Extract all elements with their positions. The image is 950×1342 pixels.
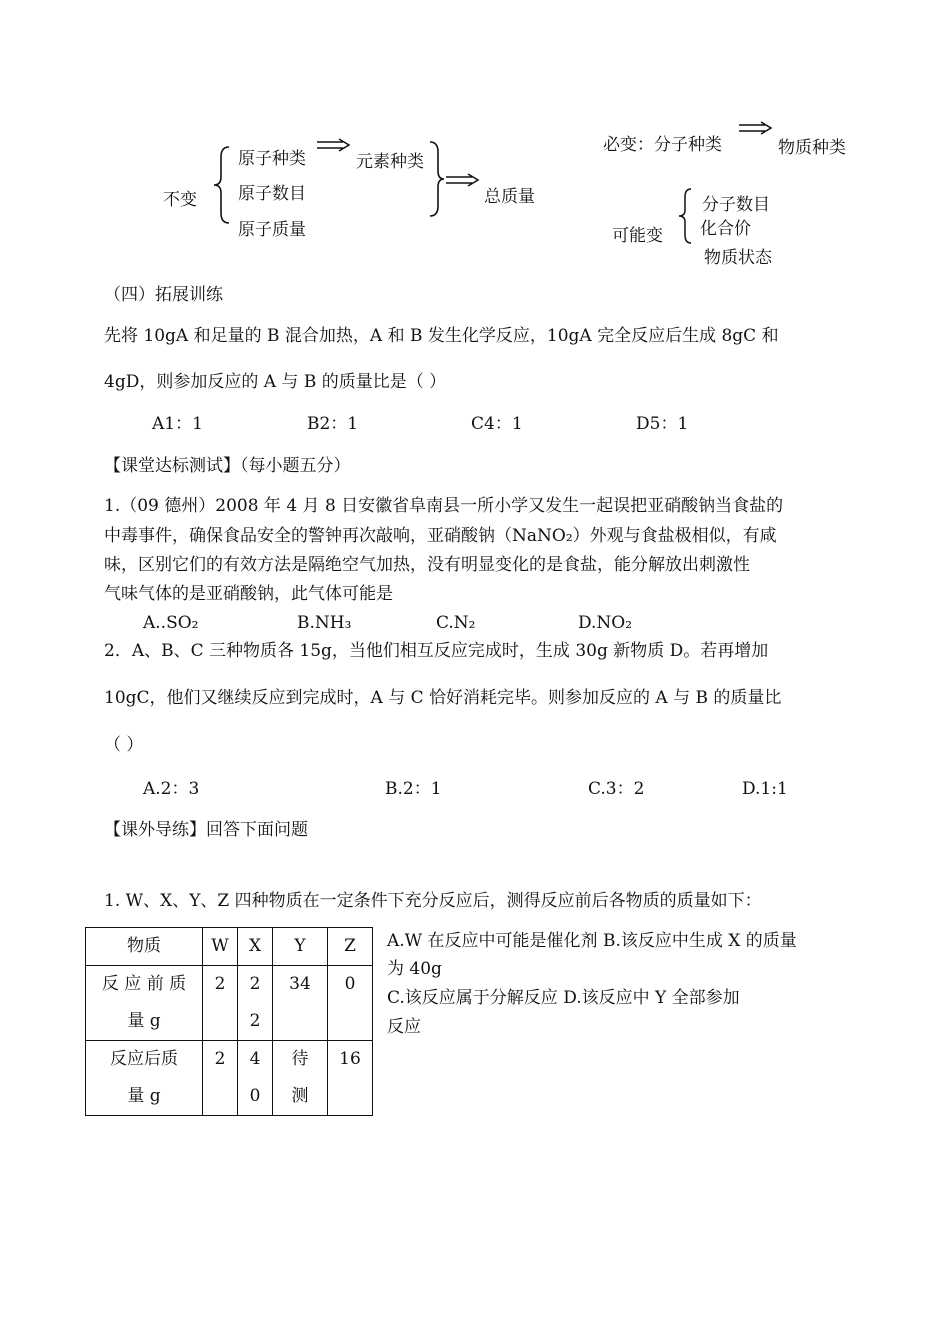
table-cell: 反 应 前 质 量 g bbox=[86, 966, 203, 1041]
option: C4：1 bbox=[471, 414, 523, 434]
choice-line: 为 40g bbox=[387, 959, 442, 979]
choice-line: C.该反应属于分解反应 D.该反应中 Y 全部参加 bbox=[387, 988, 740, 1008]
table-cell: 0 bbox=[328, 966, 373, 1041]
choice-line: A.W 在反应中可能是催化剂 B.该反应中生成 X 的质量 bbox=[387, 931, 797, 951]
section-title: 【课堂达标测试】（每小题五分） bbox=[104, 456, 351, 476]
option: D.1:1 bbox=[742, 779, 788, 799]
table-cell: 2 bbox=[203, 966, 238, 1041]
may-change-label: 可能变 bbox=[612, 226, 663, 246]
table-header: W bbox=[203, 928, 238, 966]
option: B.2：1 bbox=[385, 779, 442, 799]
atom-item: 原子质量 bbox=[238, 220, 306, 240]
table-header: Z bbox=[328, 928, 373, 966]
table-header: X bbox=[238, 928, 273, 966]
element-kind: 元素种类 bbox=[356, 152, 424, 172]
table-row bbox=[86, 928, 373, 966]
table-cell: 2 2 bbox=[238, 966, 273, 1041]
question-line: 气味气体的是亚硝酸钠，此气体可能是 bbox=[104, 584, 393, 604]
question-line: 味，区别它们的有效方法是隔绝空气加热，没有明显变化的是食盐，能分解放出刺激性 bbox=[104, 555, 750, 575]
table-header: Y bbox=[273, 928, 328, 966]
mass-table bbox=[85, 927, 373, 1116]
right-brace-icon bbox=[428, 140, 446, 218]
section-title: 【课外导练】回答下面问题 bbox=[104, 820, 308, 840]
option: A1：1 bbox=[152, 414, 203, 434]
question-line: 4gD，则参加反应的 A 与 B 的质量比是（ ） bbox=[104, 372, 447, 392]
may-change-item: 物质状态 bbox=[704, 248, 772, 268]
must-change-label: 必变：分子种类 bbox=[603, 135, 722, 155]
left-brace-icon bbox=[677, 187, 693, 245]
table-cell: 待 测 bbox=[273, 1041, 328, 1116]
table-header: 物质 bbox=[86, 928, 203, 966]
question-line: 先将 10gA 和足量的 B 混合加热，A 和 B 发生化学反应，10gA 完全反应后生成 8gC 和 bbox=[104, 326, 779, 346]
may-change-item: 化合价 bbox=[700, 219, 751, 239]
question-line: （ ） bbox=[104, 735, 144, 755]
double-arrow-icon bbox=[739, 121, 773, 135]
atom-item: 原子数目 bbox=[238, 184, 306, 204]
double-arrow-icon bbox=[317, 138, 351, 152]
double-arrow-icon bbox=[446, 173, 480, 187]
left-brace-icon bbox=[212, 145, 232, 225]
may-change-item: 分子数目 bbox=[702, 195, 770, 215]
option: C.3：2 bbox=[588, 779, 645, 799]
table-cell: 2 bbox=[203, 1041, 238, 1116]
option: A.2：3 bbox=[143, 779, 200, 799]
choice-line: 反应 bbox=[387, 1017, 421, 1037]
option: C.N₂ bbox=[436, 613, 476, 633]
table-cell: 34 bbox=[273, 966, 328, 1041]
question-line: 中毒事件，确保食品安全的警钟再次敲响，亚硝酸钠（NaNO₂）外观与食盐极相似，有咸 bbox=[104, 526, 777, 546]
table-cell: 16 bbox=[328, 1041, 373, 1116]
question-line: 2．A、B、C 三种物质各 15g，当他们相互反应完成时，生成 30g 新物质 D。若再增加 bbox=[104, 641, 769, 661]
unchanged-label: 不变 bbox=[163, 190, 197, 210]
question-line: 1.（09 德州）2008 年 4 月 8 日安徽省阜南县一所小学又发生一起误把亚硝酸钠当食盐的 bbox=[104, 496, 784, 516]
table-cell: 4 0 bbox=[238, 1041, 273, 1116]
question-line: 1. W、X、Y、Z 四种物质在一定条件下充分反应后，测得反应前后各物质的质量如下： bbox=[104, 891, 762, 911]
option: A..SO₂ bbox=[143, 613, 199, 633]
option: B.NH₃ bbox=[297, 613, 352, 633]
option: D5：1 bbox=[636, 414, 689, 434]
table-row bbox=[86, 1041, 373, 1116]
table-row bbox=[86, 966, 373, 1041]
total-mass: 总质量 bbox=[484, 187, 535, 207]
question-line: 10gC，他们又继续反应到完成时，A 与 C 恰好消耗完毕。则参加反应的 A 与 B 的质量比 bbox=[104, 688, 782, 708]
section-title: （四）拓展训练 bbox=[104, 285, 223, 305]
substance-kind: 物质种类 bbox=[778, 138, 846, 158]
atom-item: 原子种类 bbox=[238, 149, 306, 169]
option: D.NO₂ bbox=[578, 613, 633, 633]
option: B2：1 bbox=[307, 414, 359, 434]
table-cell: 反应后质 量 g bbox=[86, 1041, 203, 1116]
